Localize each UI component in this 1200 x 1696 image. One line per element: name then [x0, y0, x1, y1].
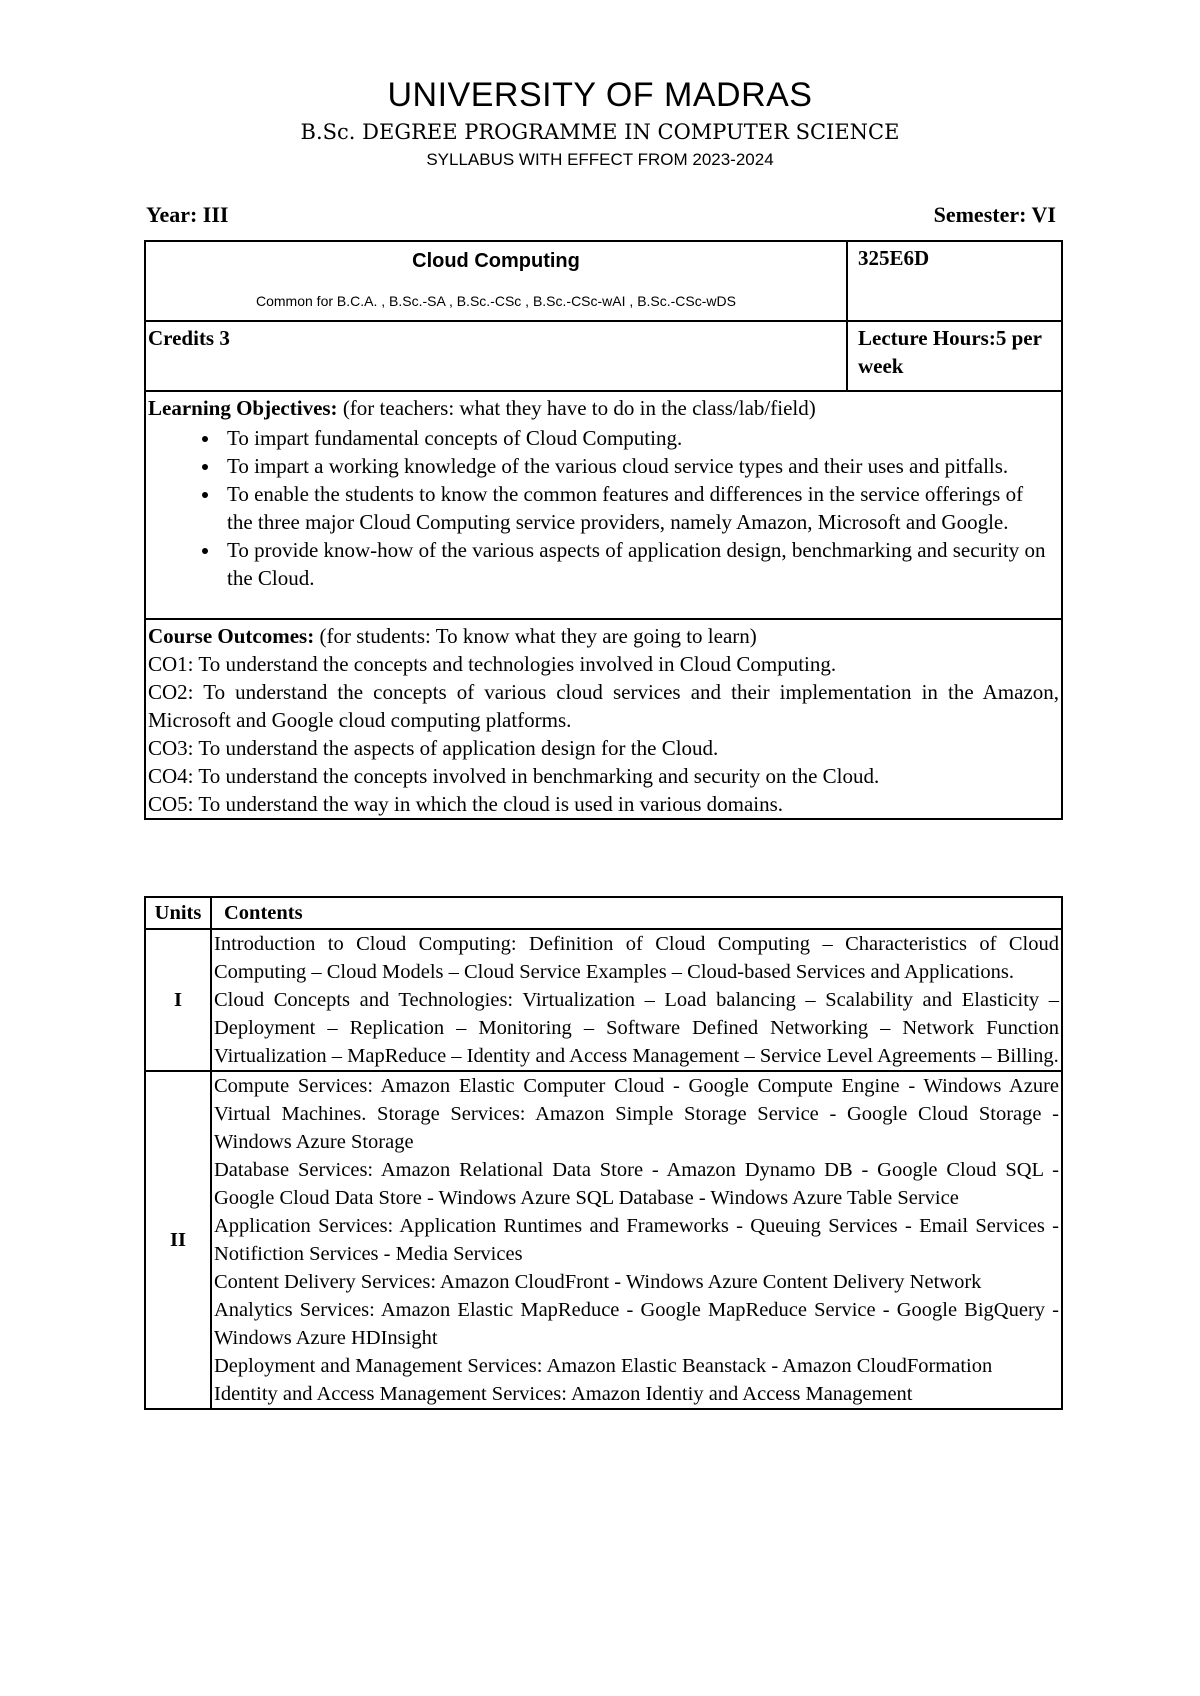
- contents-column-header: Contents: [211, 897, 1062, 929]
- unit-number: II: [145, 1071, 211, 1409]
- units-column-header: Units: [145, 897, 211, 929]
- outcome-item: CO1: To understand the concepts and technologies involved in Cloud Computing.: [148, 652, 837, 676]
- objective-item: • To enable the students to know the common features and differences in the service offerings of the three major Cloud Computing service providers, namely Amazon, Microsoft and Google.: [221, 480, 1053, 536]
- outcomes-header: [148, 622, 1059, 650]
- objectives-note: (for teachers: what they have to do in the class/lab/field): [337, 396, 816, 420]
- objective-item: • To impart a working knowledge of the various cloud service types and their uses and pitfalls.: [221, 452, 1053, 480]
- objective-item: • To provide know-how of the various aspects of application design, benchmarking and security on the Cloud.: [221, 536, 1053, 592]
- outcome-item: CO4: To understand the concepts involved in benchmarking and security on the Cloud.: [148, 764, 880, 788]
- objectives-header: [148, 394, 1053, 422]
- course-info-table: [144, 240, 1063, 820]
- course-title: Cloud Computing: [412, 250, 580, 272]
- year-label: Year: III: [146, 202, 229, 227]
- unit-line: Application Services: Application Runtimes and Frameworks - Queuing Services - Email Services - Notifiction Services - Media Services: [214, 1215, 1059, 1265]
- year-semester-row: [146, 202, 1056, 228]
- units-table: [144, 896, 1063, 1410]
- unit-number: I: [145, 929, 211, 1071]
- outcomes-note: (for students: To know what they are going to learn): [314, 624, 757, 648]
- unit-line: Deployment and Management Services: Amazon Elastic Beanstack - Amazon CloudFormation: [214, 1355, 993, 1377]
- objectives-heading: Learning Objectives:: [148, 396, 338, 420]
- unit-contents: [211, 929, 1062, 1071]
- course-code: 325E6D: [847, 241, 1062, 321]
- programme-title: B.Sc. DEGREE PROGRAMME IN COMPUTER SCIENCE: [300, 120, 900, 144]
- outcomes-heading: Course Outcomes:: [148, 624, 315, 648]
- outcome-item: CO3: To understand the aspects of application design for the Cloud.: [148, 736, 719, 760]
- unit-line: Compute Services: Amazon Elastic Computer Cloud - Google Compute Engine - Windows Azure Virtual Machines. Storage Services: Amazon Simple Storage Service - Google Cloud Storage - Windows Azure Storage: [214, 1075, 1059, 1153]
- course-outcomes-cell: [145, 619, 1062, 819]
- unit-row: [145, 1071, 1062, 1409]
- learning-objectives-cell: [145, 391, 1062, 619]
- outcome-item: CO5: To understand the way in which the cloud is used in various domains.: [148, 792, 784, 816]
- unit-contents: [211, 1071, 1062, 1409]
- unit-line: Content Delivery Services: Amazon CloudFront - Windows Azure Content Delivery Network: [214, 1271, 982, 1293]
- course-title-cell: [145, 241, 847, 321]
- unit-line: Introduction to Cloud Computing: Definition of Cloud Computing – Characteristics of Cloud Computing – Cloud Models – Cloud Service Examples – Cloud-based Services and Applications.: [214, 933, 1059, 983]
- common-for: Common for B.C.A. , B.Sc.-SA , B.Sc.-CSc , B.Sc.-CSc-wAI , B.Sc.-CSc-wDS: [256, 293, 736, 309]
- objective-item: • To impart fundamental concepts of Cloud Computing.: [221, 424, 1053, 452]
- lecture-hours: Lecture Hours:5 per week: [847, 321, 1062, 391]
- semester-label: Semester: VI: [933, 202, 1056, 227]
- unit-line: Database Services: Amazon Relational Data Store - Amazon Dynamo DB - Google Cloud SQL - Google Cloud Data Store - Windows Azure SQL Database - Windows Azure Table Service: [214, 1159, 1059, 1209]
- unit-line: Identity and Access Management Services: Amazon Identiy and Access Management: [214, 1383, 913, 1405]
- effect-line: SYLLABUS WITH EFFECT FROM 2023-2024: [426, 150, 774, 169]
- objectives-list: [148, 424, 1053, 592]
- university-name: UNIVERSITY OF MADRAS: [387, 76, 813, 114]
- unit-row: [145, 929, 1062, 1071]
- unit-line: Cloud Concepts and Technologies: Virtualization – Load balancing – Scalability and Elasticity – Deployment – Replication – Monitoring – Software Defined Networking – Network Function Virtualization – MapReduce – Identity and Access Management – Service Level Agreements – Billing.: [214, 989, 1059, 1067]
- outcome-item: CO2: To understand the concepts of various cloud services and their implementation in the Amazon, Microsoft and Google cloud computing platforms.: [148, 680, 1059, 732]
- unit-line: Analytics Services: Amazon Elastic MapReduce - Google MapReduce Service - Google BigQuery - Windows Azure HDInsight: [214, 1299, 1059, 1349]
- credits: Credits 3: [145, 321, 847, 391]
